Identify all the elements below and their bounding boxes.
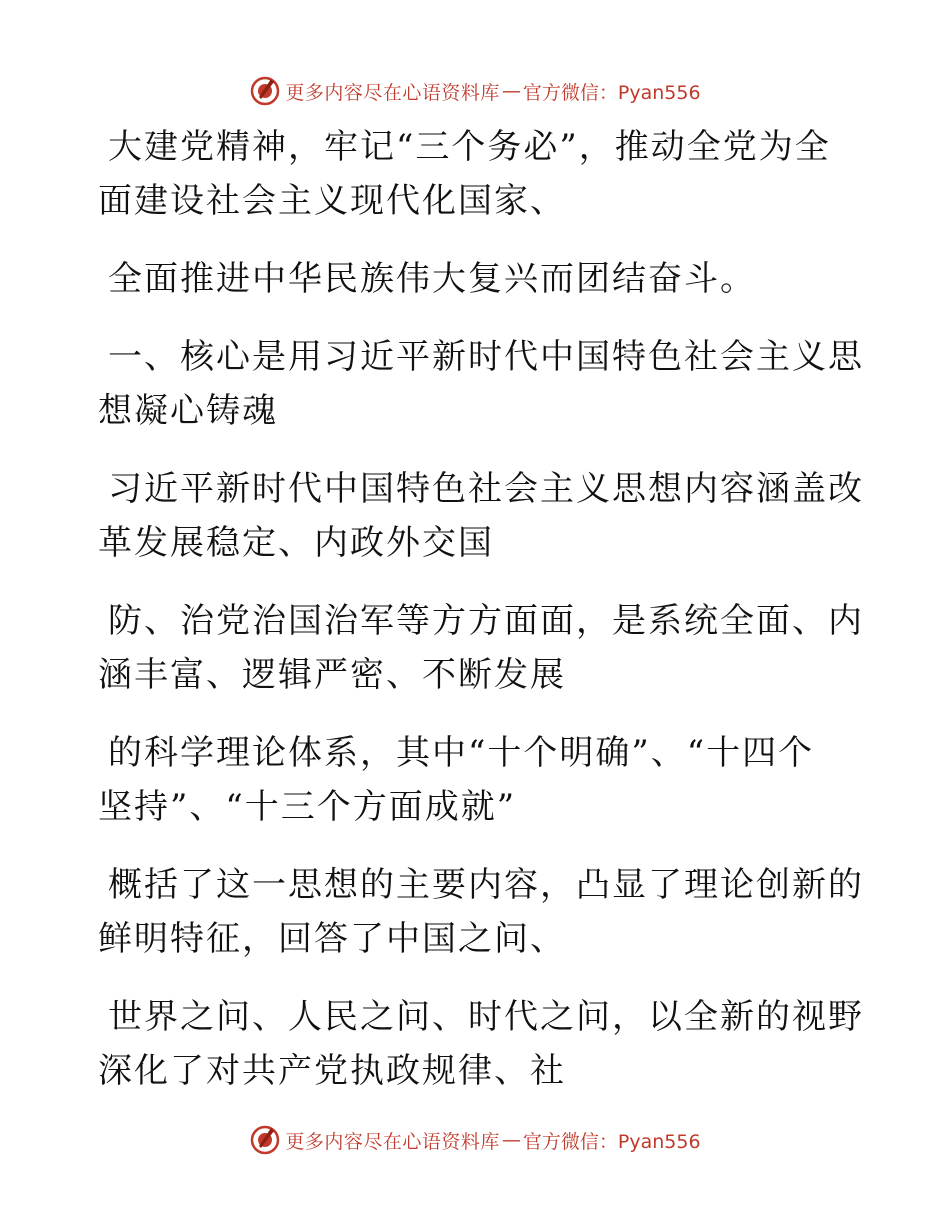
paragraph-line: 想凝心铸魂: [98, 391, 278, 431]
paragraph-line: 一、核心是用习近平新时代中国特色社会主义思: [108, 337, 864, 377]
paragraph: [98, 594, 864, 702]
watermark-contact: 官方微信：Pyan556: [522, 81, 701, 104]
paragraph-line: 革发展稳定、内政外交国: [98, 523, 494, 563]
document-body: [98, 120, 864, 1122]
header-watermark: [0, 71, 950, 111]
section-heading: [98, 330, 864, 438]
watermark-separator: —: [501, 80, 521, 102]
paragraph: [98, 120, 838, 228]
paragraph: [98, 726, 838, 834]
watermark-brand: 更多内容尽在心语资料库: [285, 1130, 500, 1153]
paragraph-line: 鲜明特征，回答了中国之问、: [98, 919, 566, 959]
paragraph-line: 深化了对共产党执政规律、社: [98, 1051, 566, 1091]
paragraph: [98, 252, 838, 306]
paragraph-line: 习近平新时代中国特色社会主义思想内容涵盖改: [108, 469, 864, 509]
paragraph-line: 的科学理论体系，其中“十个明确”、“十四个: [108, 733, 815, 773]
paragraph-line: 大建党精神，牢记“三个务必”，推动全党为全: [108, 127, 831, 167]
watermark-contact: 官方微信：Pyan556: [522, 1130, 701, 1153]
paragraph-line: 全面推进中华民族伟大复兴而团结奋斗。: [108, 259, 756, 299]
paragraph-line: 涵丰富、逻辑严密、不断发展: [98, 655, 566, 695]
paragraph: [98, 858, 864, 966]
quill-seal-icon: [249, 1124, 281, 1156]
watermark-separator: —: [501, 1129, 521, 1151]
paragraph-line: 坚持”、“十三个方面成就”: [98, 787, 517, 827]
paragraph-line: 概括了这一思想的主要内容，凸显了理论创新的: [108, 865, 864, 905]
paragraph-line: 防、治党治国治军等方方面面，是系统全面、内: [108, 601, 864, 641]
paragraph-line: 面建设社会主义现代化国家、: [98, 181, 566, 221]
quill-seal-icon: [249, 75, 281, 107]
watermark-brand: 更多内容尽在心语资料库: [285, 81, 500, 104]
paragraph: [98, 990, 864, 1098]
footer-watermark: [0, 1120, 950, 1160]
paragraph-line: 世界之问、人民之问、时代之问，以全新的视野: [108, 997, 864, 1037]
paragraph: [98, 462, 864, 570]
